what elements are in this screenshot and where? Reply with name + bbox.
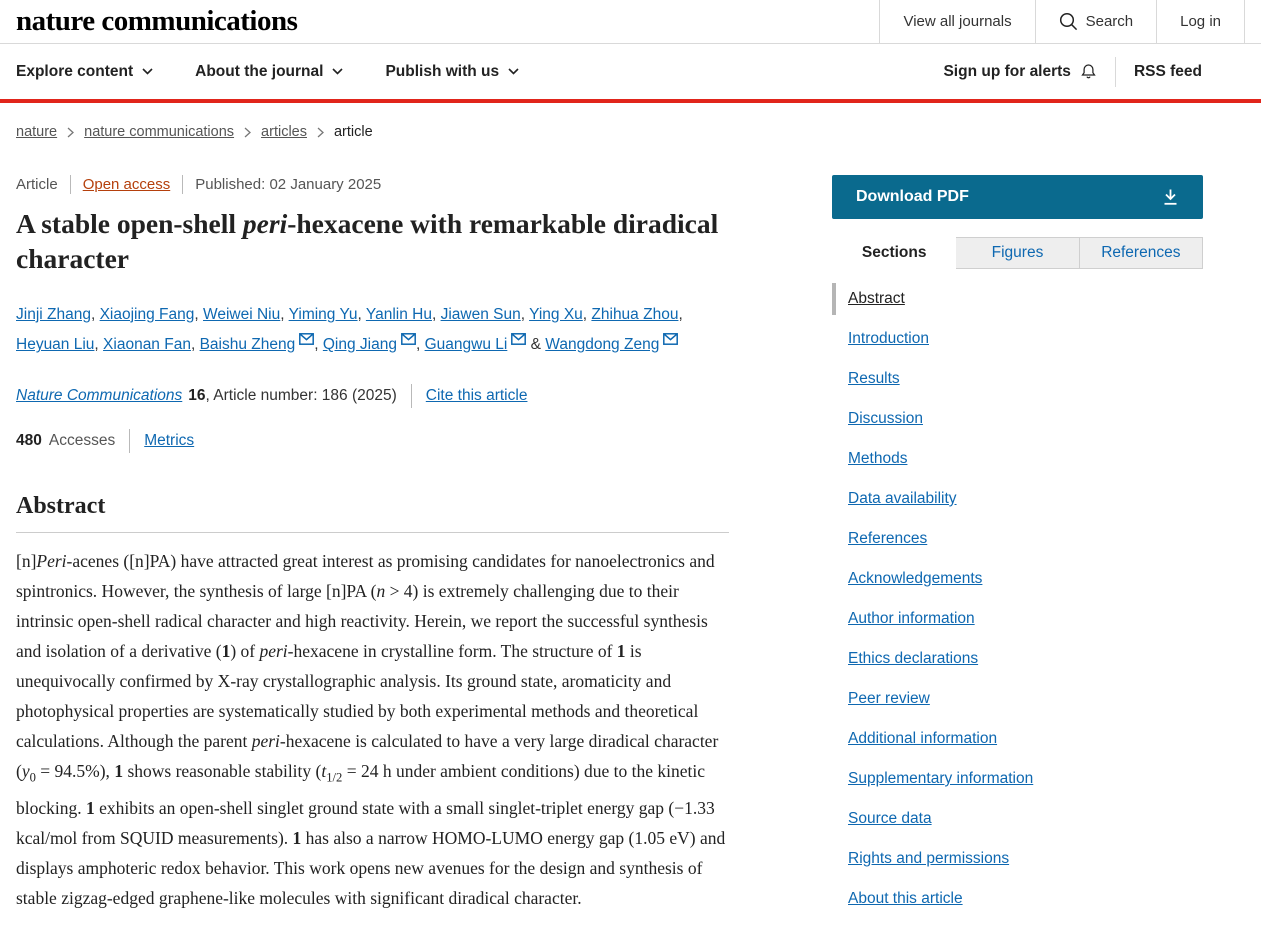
volume-number: 16 <box>188 387 206 405</box>
chevron-down-icon <box>508 68 519 75</box>
email-icon[interactable] <box>511 333 526 345</box>
section-link-ethics-declarations[interactable]: Ethics declarations <box>848 650 979 667</box>
section-item <box>832 330 1203 348</box>
section-item <box>832 530 1203 548</box>
metrics-row <box>16 429 729 453</box>
section-item <box>832 850 1203 868</box>
author-link[interactable]: Qing Jiang <box>322 336 397 354</box>
section-item <box>832 690 1203 708</box>
abstract-heading: Abstract <box>16 493 106 520</box>
section-link-discussion[interactable]: Discussion <box>848 410 923 427</box>
alerts-label: Sign up for alerts <box>943 62 1071 80</box>
author-link[interactable]: Ying Xu <box>529 305 583 323</box>
author-link[interactable]: Yanlin Hu <box>365 305 432 323</box>
journal-citation-row <box>16 384 729 408</box>
divider <box>182 175 183 194</box>
tab-sections[interactable]: Sections <box>832 237 956 269</box>
chevron-right-icon <box>244 127 251 138</box>
author-list: Jinji Zhang, Xiaojing Fang, Weiwei Niu, Yiming Yu, Yanlin Hu, Jiawen Sun, Ying Xu, Zhihua Zhou, Heyuan Liu, Xiaonan Fan, Baishu Zheng , Qing Jiang , Guangwu Li & Wangdong Zeng <box>16 305 683 354</box>
article-sidebar <box>832 175 1203 930</box>
site-header <box>0 0 1261 103</box>
primary-nav <box>16 63 519 81</box>
section-link-data-availability[interactable]: Data availability <box>848 490 957 507</box>
bell-icon <box>1080 63 1097 80</box>
section-link-methods[interactable]: Methods <box>848 450 908 467</box>
author-link[interactable]: Yiming Yu <box>288 305 358 323</box>
breadcrumb <box>0 103 1261 140</box>
section-item <box>832 370 1203 388</box>
section-link-author-information[interactable]: Author information <box>848 610 975 627</box>
breadcrumb-link[interactable]: nature <box>16 124 58 140</box>
section-link-results[interactable]: Results <box>848 370 900 387</box>
author-link[interactable]: Wangdong Zeng <box>545 336 660 354</box>
section-item <box>832 490 1203 508</box>
author-link[interactable]: Weiwei Niu <box>203 305 281 323</box>
author-link[interactable]: Guangwu Li <box>424 336 508 354</box>
search-icon <box>1059 12 1078 31</box>
view-all-journals-link[interactable]: View all journals <box>903 13 1012 30</box>
breadcrumb-current: article <box>333 124 373 140</box>
metrics-link[interactable]: Metrics <box>144 432 195 450</box>
section-item <box>832 770 1203 788</box>
cite-this-article-link[interactable]: Cite this article <box>425 387 528 405</box>
section-link-about-this-article[interactable]: About this article <box>848 890 963 907</box>
divider <box>1115 57 1116 87</box>
section-item <box>832 290 1203 308</box>
section-link-peer-review[interactable]: Peer review <box>848 690 930 707</box>
article-title: A stable open-shell peri-hexacene with remarkable diradical character <box>16 208 719 274</box>
download-pdf-label: Download PDF <box>856 188 969 205</box>
email-icon[interactable] <box>663 333 678 345</box>
section-link-supplementary-information[interactable]: Supplementary information <box>848 770 1034 787</box>
accesses-label: Accesses <box>48 432 116 450</box>
section-item <box>832 730 1203 748</box>
download-icon <box>1162 188 1179 206</box>
section-link-abstract[interactable]: Abstract <box>848 290 905 307</box>
chevron-down-icon <box>142 68 153 75</box>
email-icon[interactable] <box>299 333 314 345</box>
section-item <box>832 610 1203 628</box>
sign-up-alerts-link[interactable] <box>943 63 1096 81</box>
author-link[interactable]: Baishu Zheng <box>199 336 296 354</box>
author-link[interactable]: Jinji Zhang <box>16 305 91 323</box>
search-label: Search <box>1085 13 1134 30</box>
section-link-references[interactable]: References <box>848 530 928 547</box>
nav-item-explore-content[interactable]: Explore content <box>16 63 153 81</box>
section-item <box>832 570 1203 588</box>
section-item <box>832 410 1203 428</box>
divider <box>129 429 130 453</box>
abstract-text: [n]Peri-acenes ([n]PA) have attracted great interest as promising candidates for nanoelectronics and spintronics. However, the synthesis of large [n]PA (n > 4) is extremely challenging due to their intrinsic open-shell radical character and high reactivity. Herein, we report the successful synthesis and isolation of a derivative (1) of peri-hexacene in crystalline form. The structure of 1 is unequivocally confirmed by X-ray crystallographic analysis. Its ground state, aromaticity and photophysical properties are systematically studied by both experimental methods and theoretical calculations. Although the parent peri-hexacene is calculated to have a very large diradical character $(y_0 = 94.5\%)$, 1 shows reasonable stability ($t_{1/2} = 24$ h under ambient conditions) due to the kinetic blocking. 1 exhibits an open-shell singlet ground state with a small singlet-triplet energy gap (−1.33 kcal/mol from SQUID measurements). 1 has also a narrow HOMO-LUMO energy gap (1.05 eV) and displays amphoteric redox behavior. This work opens new avenues for the design and synthesis of stable zigzag-edged graphene-like molecules with significant diradical character. <box>16 551 726 908</box>
section-item <box>832 810 1203 828</box>
nav-item-publish-with-us[interactable]: Publish with us <box>385 63 519 81</box>
journal-link[interactable]: Nature Communications <box>16 387 183 405</box>
breadcrumb-link[interactable]: articles <box>261 124 307 140</box>
published-date: 02 January 2025 <box>269 176 382 193</box>
login-link[interactable]: Log in <box>1180 13 1221 30</box>
accesses-count: 480 <box>16 432 42 450</box>
article-meta-row <box>16 175 729 194</box>
section-link-additional-information[interactable]: Additional information <box>848 730 998 747</box>
rss-feed-link[interactable]: RSS feed <box>1133 62 1202 80</box>
sidebar-tabs <box>832 237 1203 269</box>
tab-references[interactable]: References <box>1080 237 1203 269</box>
divider <box>411 384 412 408</box>
author-link[interactable]: Xiaonan Fan <box>103 336 191 354</box>
section-item <box>832 650 1203 668</box>
section-link-source-data[interactable]: Source data <box>848 810 932 827</box>
article-type-label: Article <box>16 176 58 193</box>
nav-item-about-the-journal[interactable]: About the journal <box>195 63 343 81</box>
chevron-down-icon <box>332 68 343 75</box>
journal-logo[interactable]: nature communications <box>16 5 298 37</box>
open-access-link[interactable]: Open access <box>82 176 171 193</box>
section-link-acknowledgements[interactable]: Acknowledgements <box>848 570 983 587</box>
author-link[interactable]: Heyuan Liu <box>16 336 95 354</box>
divider <box>70 175 71 194</box>
section-link-rights-and-permissions[interactable]: Rights and permissions <box>848 850 1010 867</box>
author-link[interactable]: Jiawen Sun <box>440 305 521 323</box>
author-link[interactable]: Zhihua Zhou <box>591 305 679 323</box>
chevron-right-icon <box>317 127 324 138</box>
breadcrumb-link[interactable]: nature communications <box>84 124 235 140</box>
section-link-introduction[interactable]: Introduction <box>848 330 929 347</box>
search-link[interactable] <box>1036 0 1157 43</box>
chevron-right-icon <box>67 127 74 138</box>
abstract-divider <box>16 532 729 533</box>
author-link[interactable]: Xiaojing Fang <box>99 305 195 323</box>
email-icon[interactable] <box>401 333 416 345</box>
section-list <box>832 290 1203 908</box>
published-info: Published: 02 January 2025 <box>195 176 382 193</box>
section-item <box>832 450 1203 468</box>
article-main <box>16 175 729 913</box>
tab-figures[interactable]: Figures <box>956 237 1079 269</box>
download-pdf-button[interactable] <box>832 175 1203 219</box>
article-number-text: , Article number: 186 (2025) <box>205 387 397 405</box>
